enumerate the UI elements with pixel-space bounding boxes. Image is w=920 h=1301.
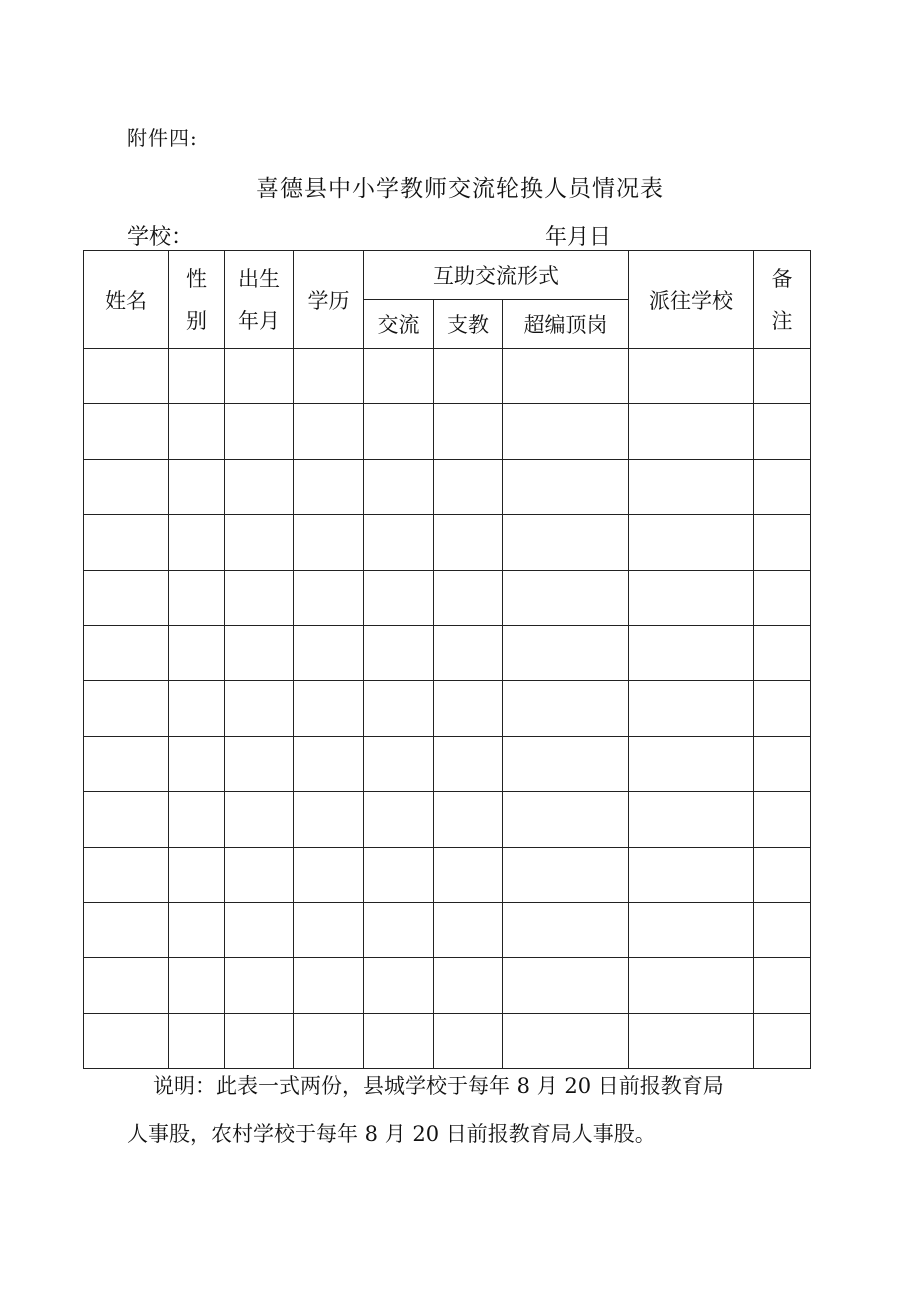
table-cell xyxy=(364,736,434,791)
table-cell xyxy=(84,902,169,957)
table-cell xyxy=(225,1013,294,1068)
table-cell xyxy=(294,404,364,459)
table-cell xyxy=(434,681,503,736)
table-cell xyxy=(225,570,294,625)
table-cell xyxy=(434,847,503,902)
table-cell xyxy=(503,847,629,902)
table-cell xyxy=(434,459,503,514)
header-sub-support: 支教 xyxy=(434,300,503,349)
table-cell xyxy=(84,792,169,847)
table-cell xyxy=(225,902,294,957)
table-cell xyxy=(294,625,364,680)
table-cell xyxy=(434,349,503,404)
header-birth-line1: 出生 xyxy=(238,266,280,291)
header-birth xyxy=(225,251,294,349)
table-cell xyxy=(754,349,811,404)
table-cell xyxy=(629,459,754,514)
table-cell xyxy=(169,625,225,680)
table-cell xyxy=(169,1013,225,1068)
table-row xyxy=(84,736,811,791)
table-cell xyxy=(225,847,294,902)
table-cell xyxy=(225,515,294,570)
table-row xyxy=(84,570,811,625)
table-cell xyxy=(629,736,754,791)
table-cell xyxy=(503,515,629,570)
table-cell xyxy=(364,847,434,902)
table-cell xyxy=(169,515,225,570)
table-cell xyxy=(754,792,811,847)
table-cell xyxy=(754,570,811,625)
table-row xyxy=(84,958,811,1013)
table-cell xyxy=(364,681,434,736)
table-cell xyxy=(629,570,754,625)
table-cell xyxy=(169,958,225,1013)
table-cell xyxy=(294,1013,364,1068)
table-cell xyxy=(754,681,811,736)
table-row xyxy=(84,792,811,847)
table-cell xyxy=(294,570,364,625)
table-cell xyxy=(434,570,503,625)
table-cell xyxy=(84,570,169,625)
table-cell xyxy=(434,625,503,680)
table-cell xyxy=(434,792,503,847)
table-cell xyxy=(629,958,754,1013)
header-gender xyxy=(169,251,225,349)
header-gender-line1: 性 xyxy=(186,266,207,291)
table-cell xyxy=(629,349,754,404)
table-cell xyxy=(754,902,811,957)
table-cell xyxy=(364,902,434,957)
table-row xyxy=(84,404,811,459)
table-row xyxy=(84,515,811,570)
table-cell xyxy=(434,515,503,570)
note-line2: 人事股，农村学校于每年 8 月 20 日前报教育局人事股。 xyxy=(127,1122,656,1146)
school-label: 学校： xyxy=(127,225,194,250)
table-cell xyxy=(754,459,811,514)
table-cell xyxy=(84,736,169,791)
table-cell xyxy=(364,404,434,459)
table-cell xyxy=(629,792,754,847)
table-cell xyxy=(629,1013,754,1068)
table-row xyxy=(84,349,811,404)
table-cell xyxy=(169,349,225,404)
table-cell xyxy=(434,958,503,1013)
table-cell xyxy=(225,958,294,1013)
table-cell xyxy=(84,681,169,736)
header-exchange-form: 互助交流形式 xyxy=(364,251,629,300)
table-cell xyxy=(169,459,225,514)
table-cell xyxy=(364,515,434,570)
table-cell xyxy=(364,459,434,514)
table-cell xyxy=(503,792,629,847)
table-cell xyxy=(169,902,225,957)
table-cell xyxy=(169,404,225,459)
table-cell xyxy=(84,459,169,514)
table-cell xyxy=(503,625,629,680)
table-row xyxy=(84,847,811,902)
table-cell xyxy=(629,902,754,957)
table-cell xyxy=(364,349,434,404)
date-label: 年月日 xyxy=(545,225,612,250)
header-sub-over-quota: 超编顶岗 xyxy=(503,300,629,349)
attachment-label: 附件四: xyxy=(127,126,198,150)
table-cell xyxy=(84,847,169,902)
table-row xyxy=(84,681,811,736)
table-row xyxy=(84,1013,811,1068)
table-cell xyxy=(84,625,169,680)
table-cell xyxy=(434,736,503,791)
table-cell xyxy=(754,625,811,680)
header-gender-line2: 别 xyxy=(186,308,207,333)
table-cell xyxy=(364,1013,434,1068)
table-cell xyxy=(294,847,364,902)
table-cell xyxy=(294,681,364,736)
header-dispatch-school: 派往学校 xyxy=(629,251,754,349)
table-cell xyxy=(294,459,364,514)
table-cell xyxy=(629,847,754,902)
table-cell xyxy=(503,1013,629,1068)
table-cell xyxy=(503,404,629,459)
table-cell xyxy=(754,736,811,791)
table-cell xyxy=(225,681,294,736)
page-title: 喜德县中小学教师交流轮换人员情况表 xyxy=(256,176,664,202)
table-cell xyxy=(503,681,629,736)
table-cell xyxy=(364,625,434,680)
table-cell xyxy=(503,349,629,404)
table-cell xyxy=(169,847,225,902)
table-cell xyxy=(294,902,364,957)
table-cell xyxy=(225,736,294,791)
table-cell xyxy=(754,515,811,570)
table-cell xyxy=(629,404,754,459)
table-cell xyxy=(503,570,629,625)
header-remarks-line2: 注 xyxy=(771,308,793,333)
header-birth-line2: 年月 xyxy=(238,308,280,333)
table-cell xyxy=(754,404,811,459)
table-cell xyxy=(503,958,629,1013)
table-cell xyxy=(294,958,364,1013)
table-cell xyxy=(754,847,811,902)
table-row xyxy=(84,625,811,680)
table-cell xyxy=(225,459,294,514)
table-cell xyxy=(169,570,225,625)
table-cell xyxy=(169,792,225,847)
table-row xyxy=(84,902,811,957)
table-cell xyxy=(503,459,629,514)
table-cell xyxy=(84,349,169,404)
table-cell xyxy=(364,958,434,1013)
table-cell xyxy=(294,515,364,570)
header-sub-exchange: 交流 xyxy=(364,300,434,349)
exchange-personnel-table xyxy=(83,250,811,1069)
header-remarks-line1: 备 xyxy=(771,266,793,291)
table-cell xyxy=(364,792,434,847)
header-name: 姓名 xyxy=(84,251,169,349)
table-cell xyxy=(225,625,294,680)
table-cell xyxy=(294,736,364,791)
table-cell xyxy=(629,625,754,680)
table-cell xyxy=(503,902,629,957)
table-cell xyxy=(754,1013,811,1068)
table-cell xyxy=(84,404,169,459)
table-cell xyxy=(434,1013,503,1068)
header-remarks xyxy=(754,251,811,349)
table-cell xyxy=(225,349,294,404)
header-education: 学历 xyxy=(294,251,364,349)
note-line1: 说明：此表一式两份，县城学校于每年 8 月 20 日前报教育局 xyxy=(153,1074,724,1098)
table-cell xyxy=(294,349,364,404)
table-row xyxy=(84,459,811,514)
table-cell xyxy=(225,792,294,847)
table-cell xyxy=(169,681,225,736)
table-cell xyxy=(629,681,754,736)
table-cell xyxy=(294,792,364,847)
table-cell xyxy=(434,902,503,957)
table-cell xyxy=(84,958,169,1013)
table-cell xyxy=(754,958,811,1013)
table-cell xyxy=(225,404,294,459)
table-cell xyxy=(84,515,169,570)
table-cell xyxy=(169,736,225,791)
table-cell xyxy=(503,736,629,791)
table-cell xyxy=(364,570,434,625)
table-cell xyxy=(629,515,754,570)
table-cell xyxy=(434,404,503,459)
table-cell xyxy=(84,1013,169,1068)
